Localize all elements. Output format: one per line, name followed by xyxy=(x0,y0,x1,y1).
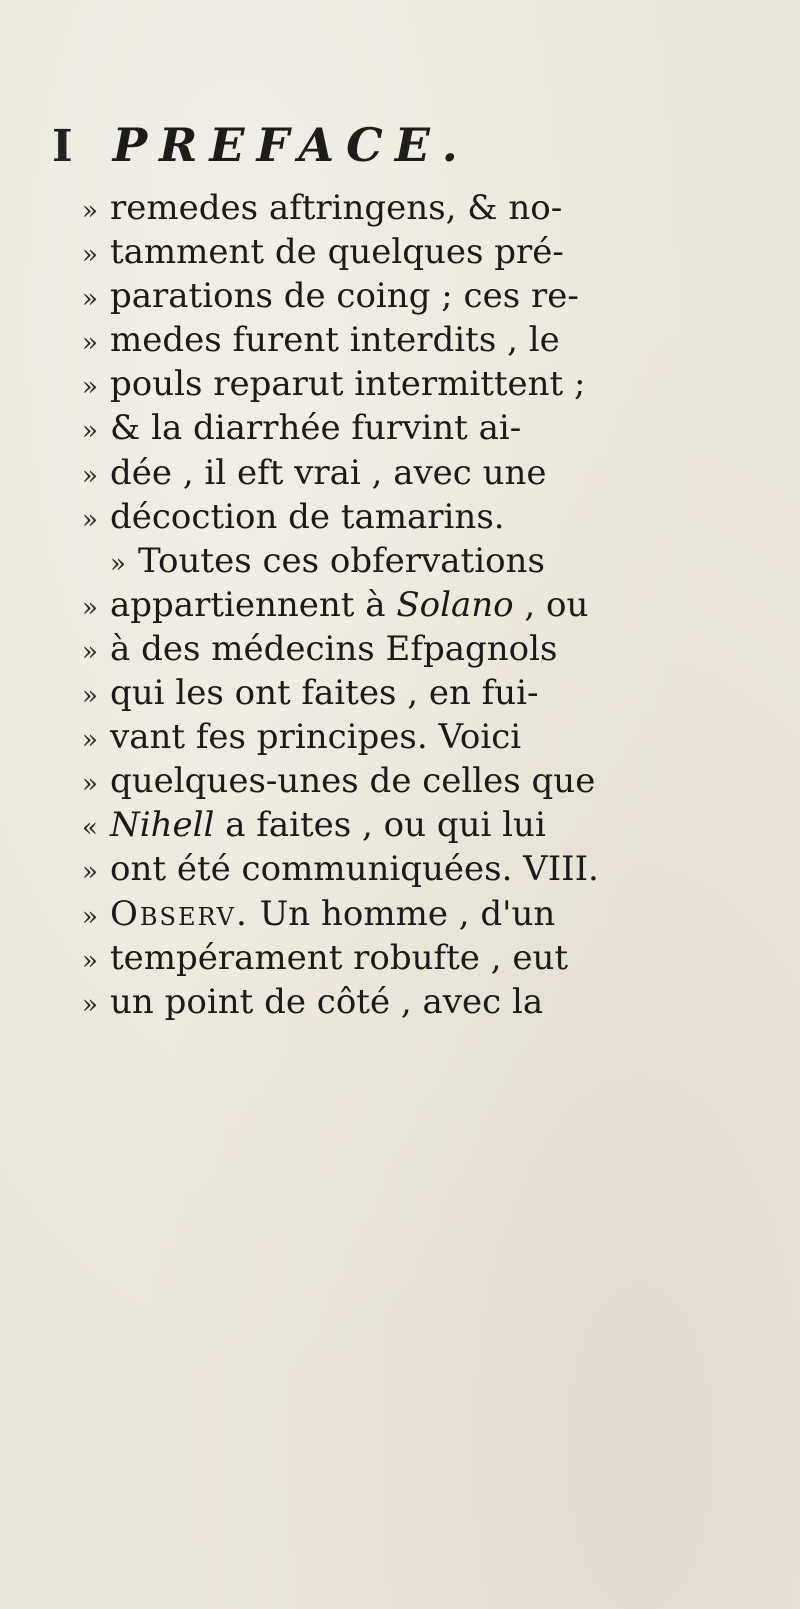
quote-mark: » xyxy=(82,681,98,712)
quote-mark: » xyxy=(82,328,98,359)
quote-mark: » xyxy=(82,416,98,447)
quote-mark: » xyxy=(82,945,98,976)
text-line xyxy=(82,362,792,406)
text-line xyxy=(82,671,792,715)
quote-mark: » xyxy=(82,769,98,800)
running-title: PREFACE. xyxy=(112,118,470,172)
text-line xyxy=(82,715,792,759)
text-line xyxy=(82,980,792,1024)
text-line xyxy=(82,406,792,450)
quote-mark: » xyxy=(82,196,98,226)
quote-mark: « xyxy=(82,813,98,844)
line-text: appartiennent à xyxy=(110,584,397,625)
line-text: parations de coing ; ces re- xyxy=(110,276,579,317)
text-line xyxy=(82,318,792,362)
text-line xyxy=(82,186,792,230)
page-number: I xyxy=(52,121,73,172)
quote-mark: » xyxy=(82,725,98,756)
text-line-paragraph-start xyxy=(82,539,792,583)
text-line xyxy=(82,583,792,627)
line-text: a faites , ou qui lui xyxy=(214,805,546,846)
quote-mark: » xyxy=(82,460,98,491)
line-text: , ou xyxy=(513,584,589,625)
quote-mark: » xyxy=(82,989,98,1020)
text-line xyxy=(82,451,792,495)
text-line xyxy=(82,803,792,847)
line-text: quelques-unes de celles que xyxy=(110,761,596,802)
italic-name: Solano xyxy=(396,584,514,625)
quote-mark: » xyxy=(82,901,98,932)
quote-mark: » xyxy=(82,240,98,271)
text-line xyxy=(82,936,792,980)
line-text: vant fes principes. Voici xyxy=(110,717,522,758)
line-text: pouls reparut intermittent ; xyxy=(110,364,586,405)
quote-mark: » xyxy=(82,857,98,888)
text-line xyxy=(82,495,792,539)
text-line xyxy=(82,847,792,891)
line-text: & la diarrhée furvint ai- xyxy=(110,408,522,449)
quote-mark: » xyxy=(82,504,98,535)
text-line xyxy=(82,230,792,274)
line-text: Un homme , d'un xyxy=(248,893,556,934)
line-text: medes furent interdits , le xyxy=(110,320,560,361)
text-line xyxy=(82,759,792,803)
body-text xyxy=(82,186,792,1024)
quote-mark: » xyxy=(82,636,98,667)
quote-mark: » xyxy=(82,592,98,623)
quote-mark: » xyxy=(82,372,98,403)
line-text: remedes aftringens, & no- xyxy=(110,188,563,228)
line-text: tamment de quelques pré- xyxy=(110,232,564,273)
text-line xyxy=(82,274,792,318)
line-text: dée , il eft vrai , avec une xyxy=(110,452,547,493)
line-text: à des médecins Efpagnols xyxy=(110,628,558,669)
observation-label: Observ. xyxy=(110,893,249,934)
line-text: ont été communiquées. VIII. xyxy=(110,849,599,890)
line-text: Toutes ces obfervations xyxy=(138,540,545,581)
line-text: un point de côté , avec la xyxy=(110,981,544,1022)
text-line xyxy=(82,627,792,671)
text-line xyxy=(82,892,792,936)
page-header xyxy=(52,118,470,178)
quote-mark: » xyxy=(110,548,126,579)
quote-mark: » xyxy=(82,284,98,315)
italic-name: Nihell xyxy=(110,805,215,846)
line-text: tempérament robufte , eut xyxy=(110,937,569,978)
line-text: qui les ont faites , en fui- xyxy=(110,673,539,714)
line-text: décoction de tamarins. xyxy=(110,496,505,537)
